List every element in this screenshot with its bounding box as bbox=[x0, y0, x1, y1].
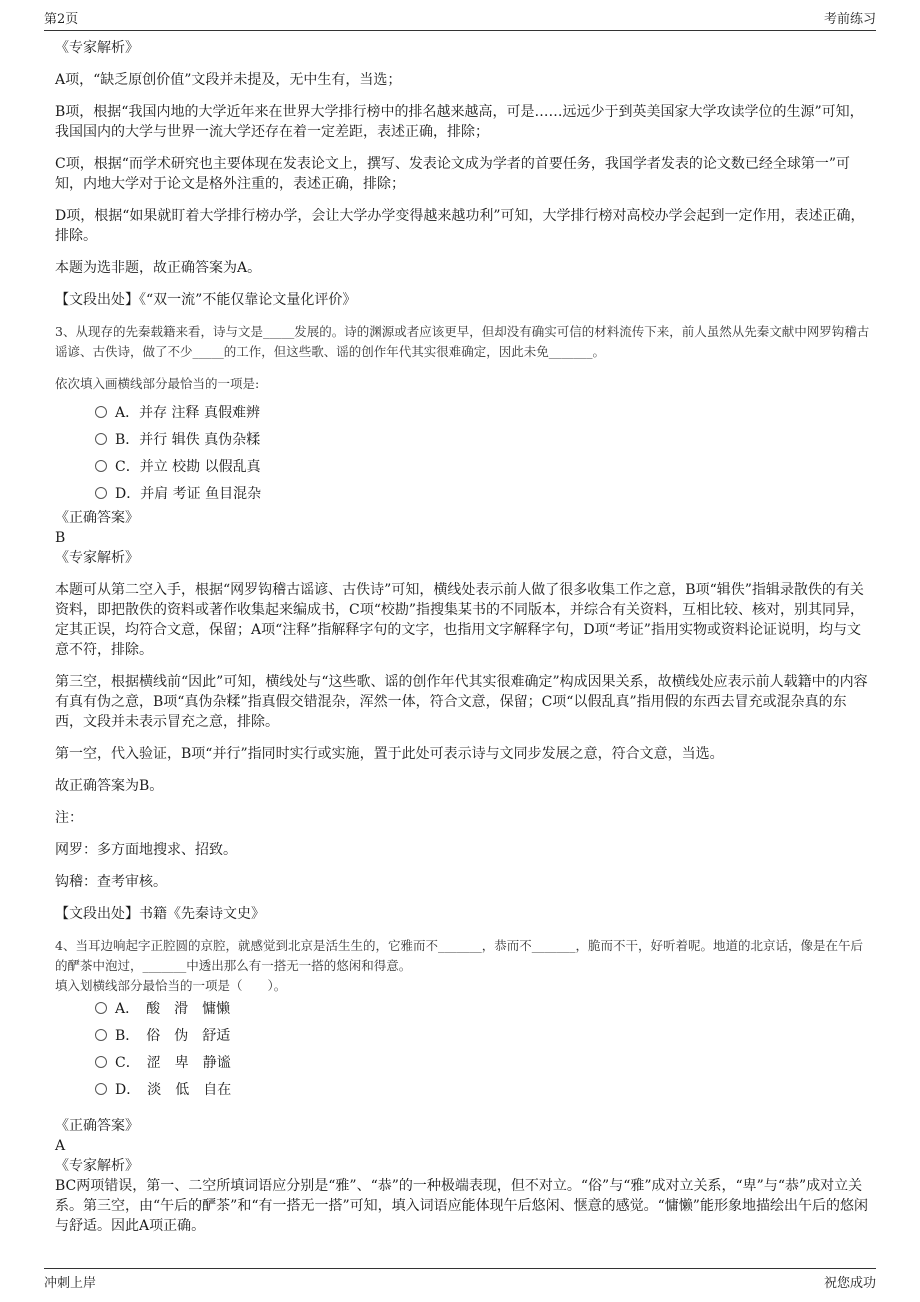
radio-icon[interactable] bbox=[95, 433, 107, 445]
analysis-paragraph: A项，“缺乏原创价值”文段并未提及，无中生有，当选； bbox=[55, 72, 402, 88]
answer-label: 《正确答案》 bbox=[55, 1118, 139, 1134]
source-citation: 【文段出处】书籍《先秦诗文史》 bbox=[55, 906, 265, 922]
analysis-paragraph: 第三空，根据横线前“因此”可知，横线处与“这些歌、谣的创作年代其实很难确定”构成因果关系，故横线处应表示前人载籍中的内容有真有伪之意，B项“真伪杂糅”指真假交错混杂，浑然一体，符合文意，保留；C项“以假乱真”指用假的东西去冒充或混杂真的东西，文段并未表示冒充之意，排除。 bbox=[55, 674, 868, 730]
analysis-paragraph: 第一空，代入验证，B项“并行”指同时实行或实施，置于此处可表示诗与文同步发展之意，符合文意，当选。 bbox=[55, 746, 724, 762]
analysis-label: 《专家解析》 bbox=[55, 550, 139, 566]
page-header bbox=[44, 8, 876, 31]
analysis-paragraph: B项，根据“我国内地的大学近年来在世界大学排行榜中的排名越来越高，可是……远远少于到英美国家大学攻读学位的生源”可知，我国国内的大学与世界一流大学还存在着一定差距，表述正确，排除； bbox=[55, 104, 864, 140]
radio-icon[interactable] bbox=[95, 1029, 107, 1041]
question-instruction: 填入划横线部分最恰当的一项是（ ）。 bbox=[55, 978, 287, 993]
option-d[interactable]: D． 淡 低 自在 bbox=[55, 1077, 870, 1104]
analysis-paragraph: BC两项错误，第一、二空所填词语应分别是“雅”、“恭”的一种极端表现，但不对立。“俗”与“雅”成对立关系，“卑”与“恭”成对立关系。第三空，由“午后的酽茶”和“有一搭无一搭”可知，填入词语应能体现午后悠闲、惬意的感觉。“慵懒”能形象地描绘出午后的悠闲与舒适。因此A项正确。 bbox=[55, 1178, 868, 1234]
radio-icon[interactable] bbox=[95, 460, 107, 472]
analysis-paragraph: C项，根据“而学术研究也主要体现在发表论文上，撰写、发表论文成为学者的首要任务，我国学者发表的论文数已经全球第一”可知，内地大学对于论文是格外注重的，表述正确，排除； bbox=[55, 156, 851, 192]
document-body bbox=[55, 38, 870, 1236]
header-title: 考前练习 bbox=[823, 12, 876, 27]
option-b[interactable]: B． 俗 伪 舒适 bbox=[55, 1023, 870, 1050]
question-instruction: 依次填入画横线部分最恰当的一项是: bbox=[55, 376, 260, 391]
source-citation: 【文段出处】《“双一流”不能仅靠论文量化评价》 bbox=[55, 292, 357, 308]
analysis-label: 《专家解析》 bbox=[55, 40, 139, 56]
question-stem: 4、当耳边响起字正腔圆的京腔，就感觉到北京是活生生的，它雅而不_______，恭而不_______，脆而不干，好听着呢。地道的北京话，像是在午后的酽茶中泡过，_______中透出那么有一搭无一搭的悠闲和得意。 bbox=[55, 938, 863, 973]
option-b[interactable]: B．并行 辑佚 真伪杂糅 bbox=[55, 427, 870, 454]
page-number: 第2页 bbox=[44, 12, 79, 27]
note-item: 钩稽：查考审核。 bbox=[55, 874, 167, 890]
question-stem: 3、从现存的先秦载籍来看，诗与文是_____发展的。诗的渊源或者应该更早，但却没有确实可信的材料流传下来，前人虽然从先秦文献中网罗钩稽古谣谚、古佚诗，做了不少_____的工作，但这些歌、谣的创作年代其实很难确定，因此未免_______。 bbox=[55, 324, 870, 359]
analysis-paragraph: D项，根据“如果就盯着大学排行榜办学，会让大学办学变得越来越功利”可知，大学排行榜对高校办学会起到一定作用，表述正确，排除。 bbox=[55, 208, 865, 244]
radio-icon[interactable] bbox=[95, 487, 107, 499]
analysis-paragraph: 本题可从第二空入手，根据“网罗钩稽古谣谚、古佚诗”可知，横线处表示前人做了很多收集工作之意，B项“辑佚”指辑录散佚的有关资料，即把散佚的资料或著作收集起来编成书，C项“校勘”指搜集某书的不同版本，并综合有关资料，互相比较、核对，别其同异，定其正误，均符合文意，保留；A项“注释”指解释字句的文字，也指用文字解释字句，D项“考证”指用实物或资料论证说明，均与文意不符，排除。 bbox=[55, 582, 865, 658]
conclusion: 故正确答案为B。 bbox=[55, 778, 164, 794]
option-a[interactable]: A．并存 注释 真假难辨 bbox=[55, 400, 870, 427]
radio-icon[interactable] bbox=[95, 1056, 107, 1068]
page-footer bbox=[44, 1268, 876, 1291]
footer-left: 冲刺上岸 bbox=[44, 1276, 97, 1291]
note-label: 注： bbox=[55, 810, 83, 826]
radio-icon[interactable] bbox=[95, 406, 107, 418]
option-d[interactable]: D．并肩 考证 鱼目混杂 bbox=[55, 481, 870, 508]
answer-label: 《正确答案》 bbox=[55, 510, 139, 526]
answer-value: B bbox=[55, 530, 66, 546]
conclusion: 本题为选非题，故正确答案为A。 bbox=[55, 260, 262, 276]
option-a[interactable]: A． 酸 滑 慵懒 bbox=[55, 996, 870, 1023]
note-item: 网罗：多方面地搜求、招致。 bbox=[55, 842, 237, 858]
answer-value: A bbox=[55, 1138, 66, 1154]
option-c[interactable]: C． 涩 卑 静谧 bbox=[55, 1050, 870, 1077]
analysis-label: 《专家解析》 bbox=[55, 1158, 139, 1174]
option-c[interactable]: C．并立 校勘 以假乱真 bbox=[55, 454, 870, 481]
radio-icon[interactable] bbox=[95, 1002, 107, 1014]
footer-right: 祝您成功 bbox=[823, 1276, 876, 1291]
radio-icon[interactable] bbox=[95, 1083, 107, 1095]
